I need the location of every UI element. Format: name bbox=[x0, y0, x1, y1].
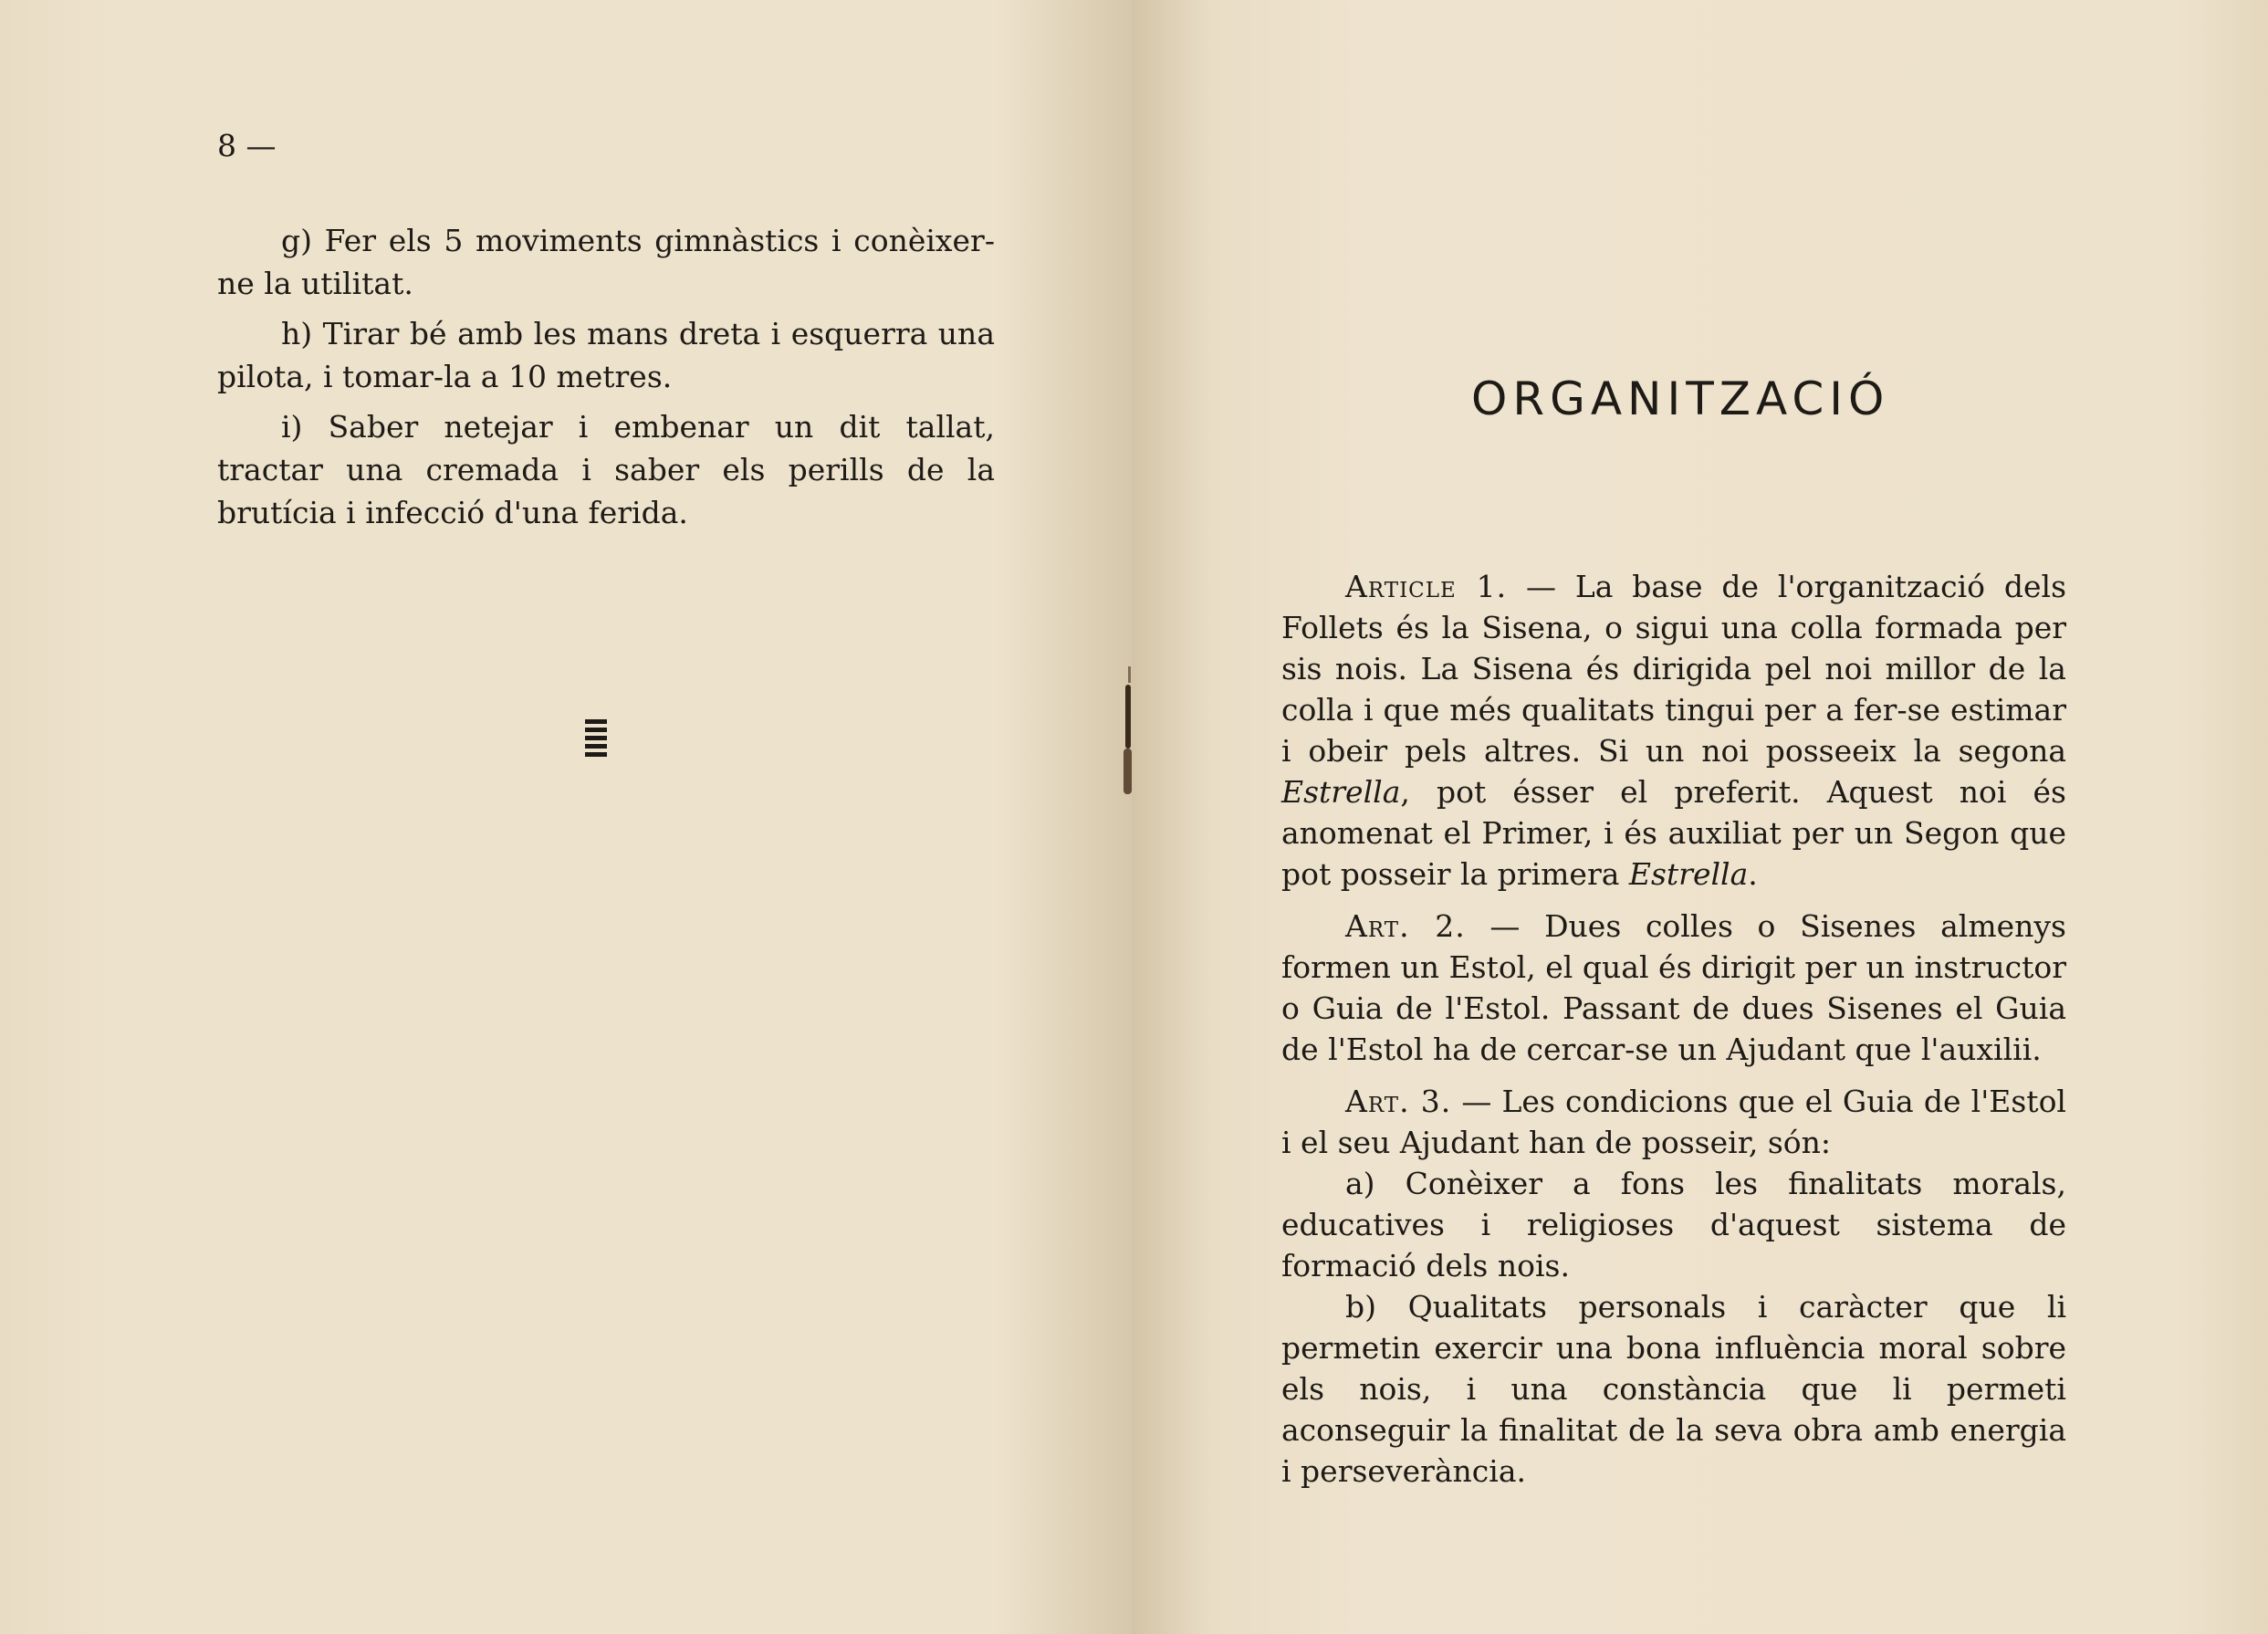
article-heading: Art. 2. bbox=[1345, 908, 1466, 944]
list-item bbox=[1281, 1286, 2066, 1492]
article-3 bbox=[1281, 1081, 2066, 1163]
right-page-body bbox=[1281, 566, 2066, 1492]
list-item bbox=[217, 312, 995, 398]
ornament-icon bbox=[585, 719, 607, 761]
item-text: Saber netejar i embenar un dit tallat, tractar una cremada i saber els perills de la brutícia i infecció d'una ferida. bbox=[217, 409, 995, 530]
article-1 bbox=[1281, 566, 2066, 895]
item-label: i) bbox=[281, 409, 303, 445]
page-number: 8 — bbox=[217, 128, 277, 163]
left-page-body bbox=[217, 219, 995, 534]
item-text: Fer els 5 moviments gimnàstics i conèixer-ne la utilitat. bbox=[217, 223, 995, 301]
article-text: , pot ésser el preferit. Aquest noi és anomenat el Primer, i és auxiliat per un Segon que pot posseir la primera bbox=[1281, 774, 2066, 892]
article-text: — Les condicions que el Guia de l'Estol i el seu Ajudant han de posseir, són: bbox=[1281, 1084, 2066, 1160]
article-heading: Article 1. bbox=[1345, 569, 1508, 604]
item-label: g) bbox=[281, 223, 312, 258]
list-item bbox=[217, 405, 995, 534]
article-text: — La base de l'organització dels Follets és la Sisena, o sigui una colla formada per sis nois. La Sisena és dirigida pel noi millor de la colla i que més qualitats tingui per a fer-se estimar i obeir pels altres. Si un noi posseeix la segona bbox=[1281, 569, 2067, 769]
article-heading: Art. 3. bbox=[1345, 1084, 1452, 1119]
item-label: h) bbox=[281, 316, 313, 351]
gutter-stain bbox=[1121, 657, 1141, 822]
item-label: a) bbox=[1345, 1166, 1375, 1201]
left-page bbox=[0, 0, 1132, 1634]
article-emphasis: Estrella bbox=[1281, 774, 1401, 810]
item-label: b) bbox=[1345, 1289, 1376, 1325]
item-text: Conèixer a fons les finalitats morals, educatives i religioses d'aquest sistema de formació dels nois. bbox=[1281, 1166, 2066, 1283]
list-item bbox=[217, 219, 995, 305]
article-text: — Dues colles o Sisenes almenys formen un Estol, el qual és dirigit per un instructor o Guia de l'Estol. Passant de dues Sisenes el Guia de l'Estol ha de cercar-se un Ajudant que l'auxilii. bbox=[1281, 908, 2066, 1067]
article-text: . bbox=[1748, 856, 1758, 892]
article-emphasis: Estrella bbox=[1628, 856, 1749, 892]
item-text: Qualitats personals i caràcter que li permetin exercir una bona influència moral sobre els nois, i una constància que li permeti aconseguir la finalitat de la seva obra amb energia i perseverància. bbox=[1281, 1289, 2066, 1489]
article-2 bbox=[1281, 906, 2066, 1070]
section-title: ORGANITZACIÓ bbox=[1471, 372, 1890, 425]
list-item bbox=[1281, 1163, 2066, 1286]
item-text: Tirar bé amb les mans dreta i esquerra una pilota, i tomar-la a 10 metres. bbox=[217, 316, 995, 394]
